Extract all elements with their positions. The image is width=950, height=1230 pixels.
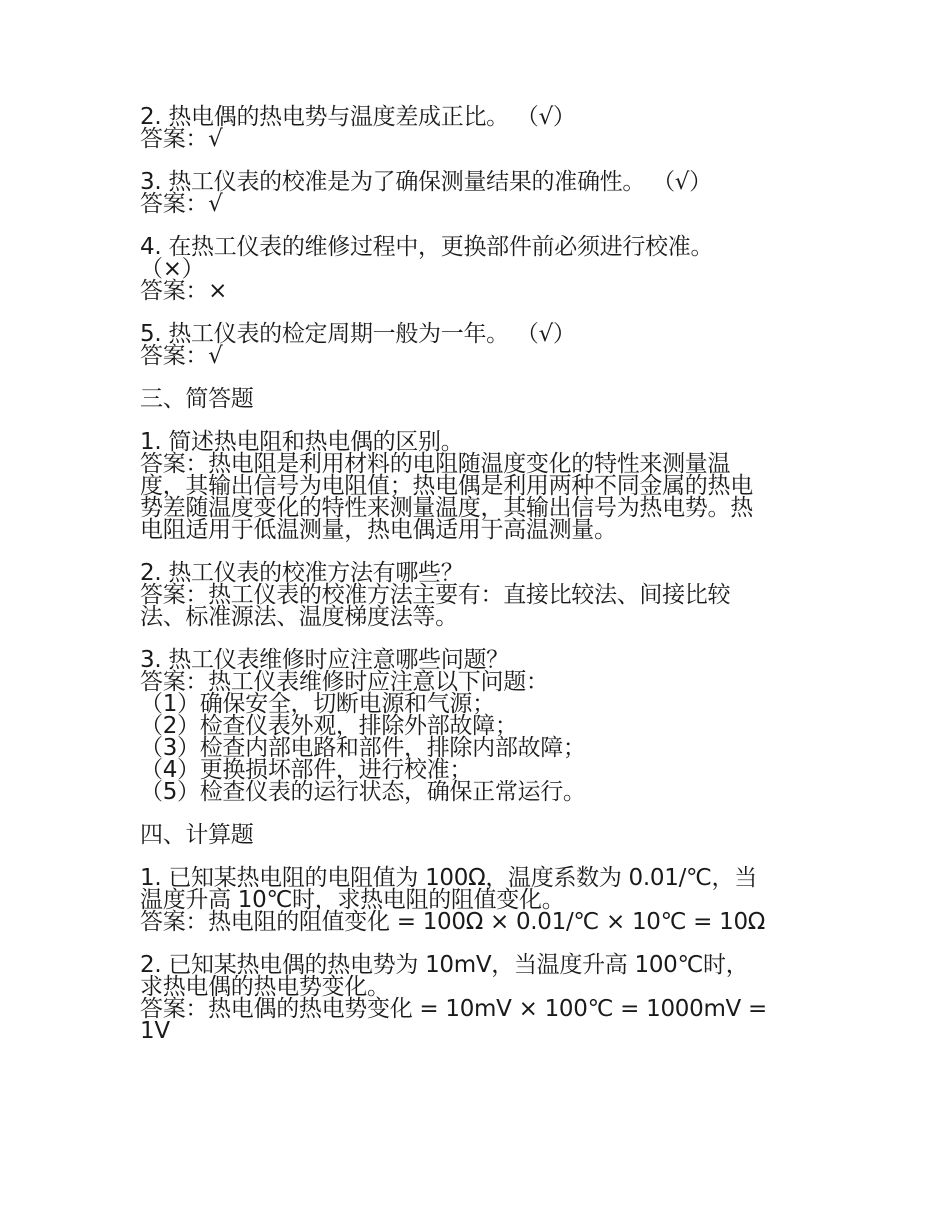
short-answer-question-2 [140,562,820,628]
judgement-question-5 [140,323,820,367]
answer-line: （5）检查仪表的运行状态，确保正常运行。 [140,779,586,805]
judgement-question-4 [140,236,820,302]
answer-line: 答案：热电阻的阻值变化 = 100Ω × 0.01/℃ × 10℃ = 10Ω [140,909,766,935]
answer-text: 答案：× [140,278,228,304]
question-text: （×） [140,256,205,282]
calculation-question-1 [140,867,820,933]
question-text: 求热电偶的热电势变化。 [140,974,390,1000]
judgement-question-2 [140,106,820,150]
short-answer-question-1 [140,431,820,541]
question-text: 4. 在热工仪表的维修过程中，更换部件前必须进行校准。 [140,234,714,260]
short-answer-question-3 [140,649,820,803]
section-heading-short-answer: 三、简答题 [140,386,254,412]
answer-line: 度，其输出信号为电阻值；热电偶是利用两种不同金属的热电 [140,473,753,499]
answer-line: 1V [140,1018,170,1044]
question-text: 2. 已知某热电偶的热电势为 10mV，当温度升高 100℃时， [140,952,749,978]
question-text: 3. 热工仪表的校准是为了确保测量结果的准确性。 （√） [140,169,712,195]
answer-line: 答案：热工仪表的校准方法主要有：直接比较法、间接比较 [140,582,731,608]
question-text: 1. 已知某热电阻的电阻值为 100Ω，温度系数为 0.01/℃，当 [140,865,757,891]
answer-line: （3）检查内部电路和部件，排除内部故障； [140,735,586,761]
question-text: 1. 简述热电阻和热电偶的区别。 [140,429,464,455]
answer-line: 答案：热工仪表维修时应注意以下问题： [140,669,549,695]
answer-line: 答案：热电偶的热电势变化 = 10mV × 100℃ = 1000mV = [140,996,767,1022]
answer-line: 势差随温度变化的特性来测量温度，其输出信号为热电势。热 [140,495,753,521]
question-text: 温度升高 10℃时，求热电阻的阻值变化。 [140,887,565,913]
question-text: 5. 热工仪表的检定周期一般为一年。 （√） [140,321,576,347]
calculation-question-2 [140,954,820,1042]
question-text: 2. 热工仪表的校准方法有哪些？ [140,560,464,586]
answer-line: （4）更换损坏部件，进行校准； [140,757,473,783]
answer-text: 答案：√ [140,343,223,369]
answer-line: （1）确保安全，切断电源和气源； [140,691,495,717]
answer-line: （2）检查仪表外观，排除外部故障； [140,713,518,739]
answer-line: 答案：热电阻是利用材料的电阻随温度变化的特性来测量温 [140,451,731,477]
answer-line: 法、标准源法、温度梯度法等。 [140,604,458,630]
answer-text: 答案：√ [140,126,223,152]
section-heading-calculation: 四、计算题 [140,822,254,848]
document-page [140,106,820,1063]
answer-text: 答案：√ [140,191,223,217]
question-text: 2. 热电偶的热电势与温度差成正比。 （√） [140,104,576,130]
answer-line: 电阻适用于低温测量，热电偶适用于高温测量。 [140,517,617,543]
question-text: 3. 热工仪表维修时应注意哪些问题？ [140,647,509,673]
judgement-question-3 [140,171,820,215]
